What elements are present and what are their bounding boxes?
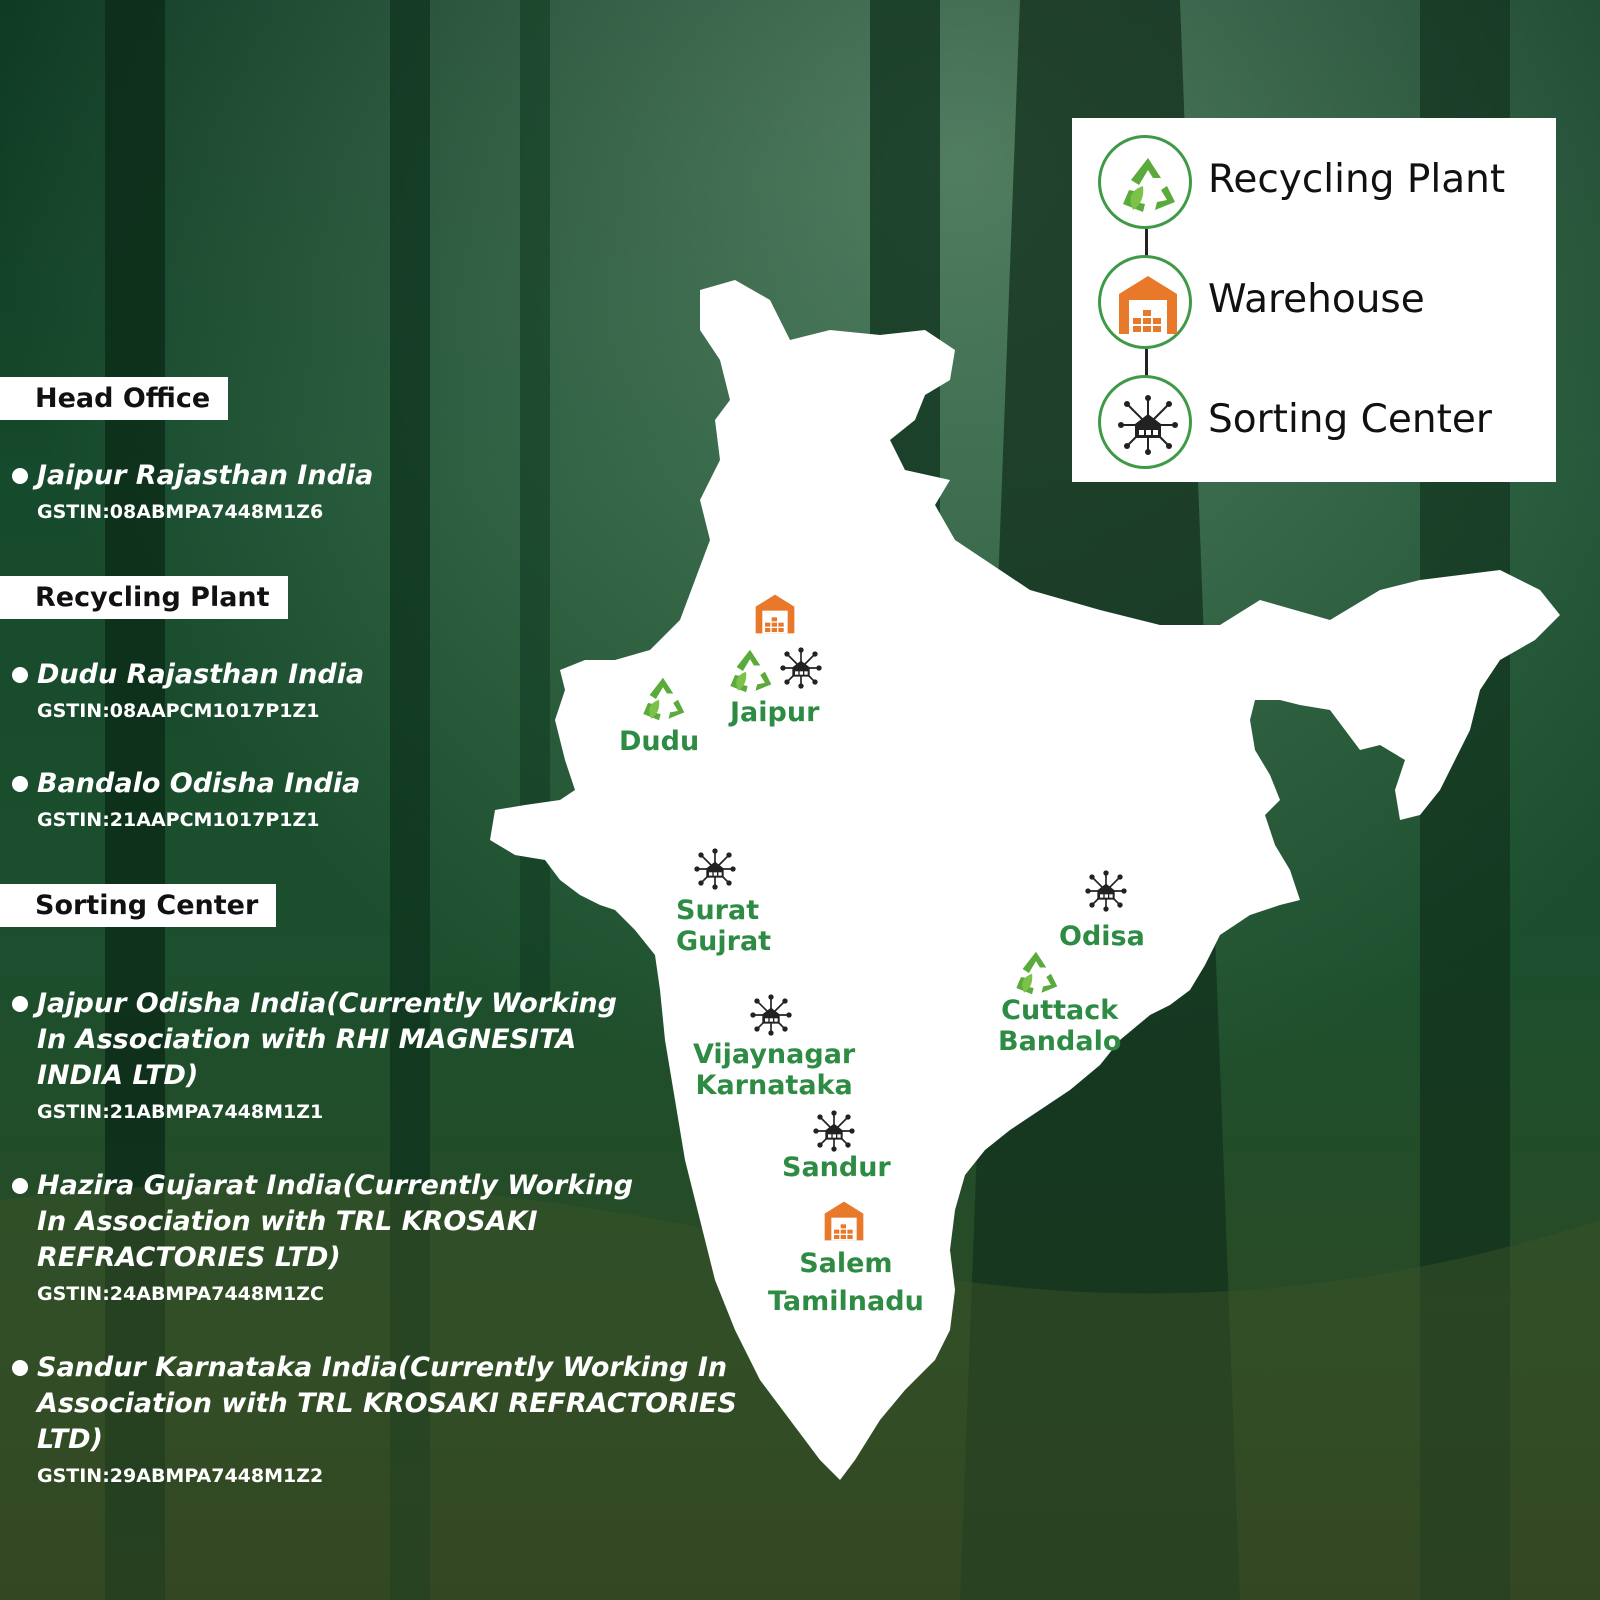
sorting-location: Hazira Gujarat India(Currently Working In Association with TRL KROSAKI REFRACTORIES LTD) <box>37 1170 634 1273</box>
city-label-line: Salem <box>799 1248 893 1279</box>
gstin-number: GSTIN:29ABMPA7448M1Z2 <box>37 1465 324 1487</box>
gstin-number: GSTIN:21ABMPA7448M1Z1 <box>37 1101 324 1123</box>
gstin-number: GSTIN:08AAPCM1017P1Z1 <box>37 700 320 722</box>
city-label-line: Karnataka <box>695 1070 853 1101</box>
city-label-line: Surat <box>676 895 760 926</box>
bullet-dot <box>12 468 28 484</box>
city-label-line: Tamilnadu <box>768 1286 924 1317</box>
gstin-number: GSTIN:24ABMPA7448M1ZC <box>37 1283 324 1305</box>
bullet-dot <box>12 667 28 683</box>
bullet-dot <box>12 1178 28 1194</box>
odisa-sorting-center-icon <box>1084 869 1128 913</box>
gstin-number: GSTIN:21AAPCM1017P1Z1 <box>37 809 320 831</box>
plant-location: Bandalo Odisha India <box>37 768 361 799</box>
legend-label: Recycling Plant <box>1208 157 1506 202</box>
plant-location: Dudu Rajasthan India <box>37 659 365 690</box>
city-label-cuttack <box>998 995 1121 1057</box>
vijaynagar-sorting-center-icon <box>749 993 793 1037</box>
dudu-recycle-icon <box>637 673 689 725</box>
city-label-line: Bandalo <box>998 1026 1122 1057</box>
salem-warehouse-icon <box>822 1199 866 1243</box>
recycling-plant-entry <box>12 766 612 834</box>
office-location: Jaipur Rajasthan India <box>37 460 374 491</box>
sorting-location: Jajpur Odisha India(Currently Working In Association with RHI MAGNESITA INDIA LTD) <box>37 988 617 1091</box>
sorting-center-heading: Sorting Center <box>0 884 276 927</box>
sorting-center-entry <box>12 986 632 1126</box>
recycling-plant-heading: Recycling Plant <box>0 576 288 619</box>
city-label-salem <box>768 1248 924 1317</box>
jaipur-warehouse-icon <box>753 592 797 636</box>
recycling-plant-entry <box>12 657 612 725</box>
gstin-number: GSTIN:08ABMPA7448M1Z6 <box>37 501 324 523</box>
legend-label: Warehouse <box>1208 277 1425 322</box>
head-office-heading: Head Office <box>0 377 228 420</box>
jaipur-recycle-icon <box>724 645 776 697</box>
sorting-location: Sandur Karnataka India(Currently Working In Association with TRL KROSAKI REFRACTORIES LTD) <box>37 1352 737 1455</box>
legend-label: Sorting Center <box>1208 397 1492 442</box>
cuttack-recycle-icon <box>1010 947 1062 999</box>
sorting-center-entry <box>12 1350 742 1490</box>
jaipur-sorting-center-icon <box>779 646 823 690</box>
city-label-line: Vijaynagar <box>693 1039 856 1070</box>
bullet-dot <box>12 1360 28 1376</box>
bullet-dot <box>12 996 28 1012</box>
city-label-sandur: Sandur <box>782 1152 891 1183</box>
surat-sorting-center-icon <box>693 847 737 891</box>
city-label-odisa: Odisa <box>1059 921 1145 952</box>
head-office-entry <box>12 458 612 526</box>
sandur-sorting-center-icon <box>812 1109 856 1153</box>
city-label-line: Cuttack <box>1001 995 1119 1026</box>
city-label-dudu: Dudu <box>619 726 700 757</box>
city-label-surat <box>676 895 771 957</box>
city-label-line: Gujrat <box>676 926 772 957</box>
sorting-center-entry <box>12 1168 642 1308</box>
city-label-jaipur: Jaipur <box>730 697 820 728</box>
city-label-vijaynagar <box>693 1039 855 1101</box>
bullet-dot <box>12 776 28 792</box>
